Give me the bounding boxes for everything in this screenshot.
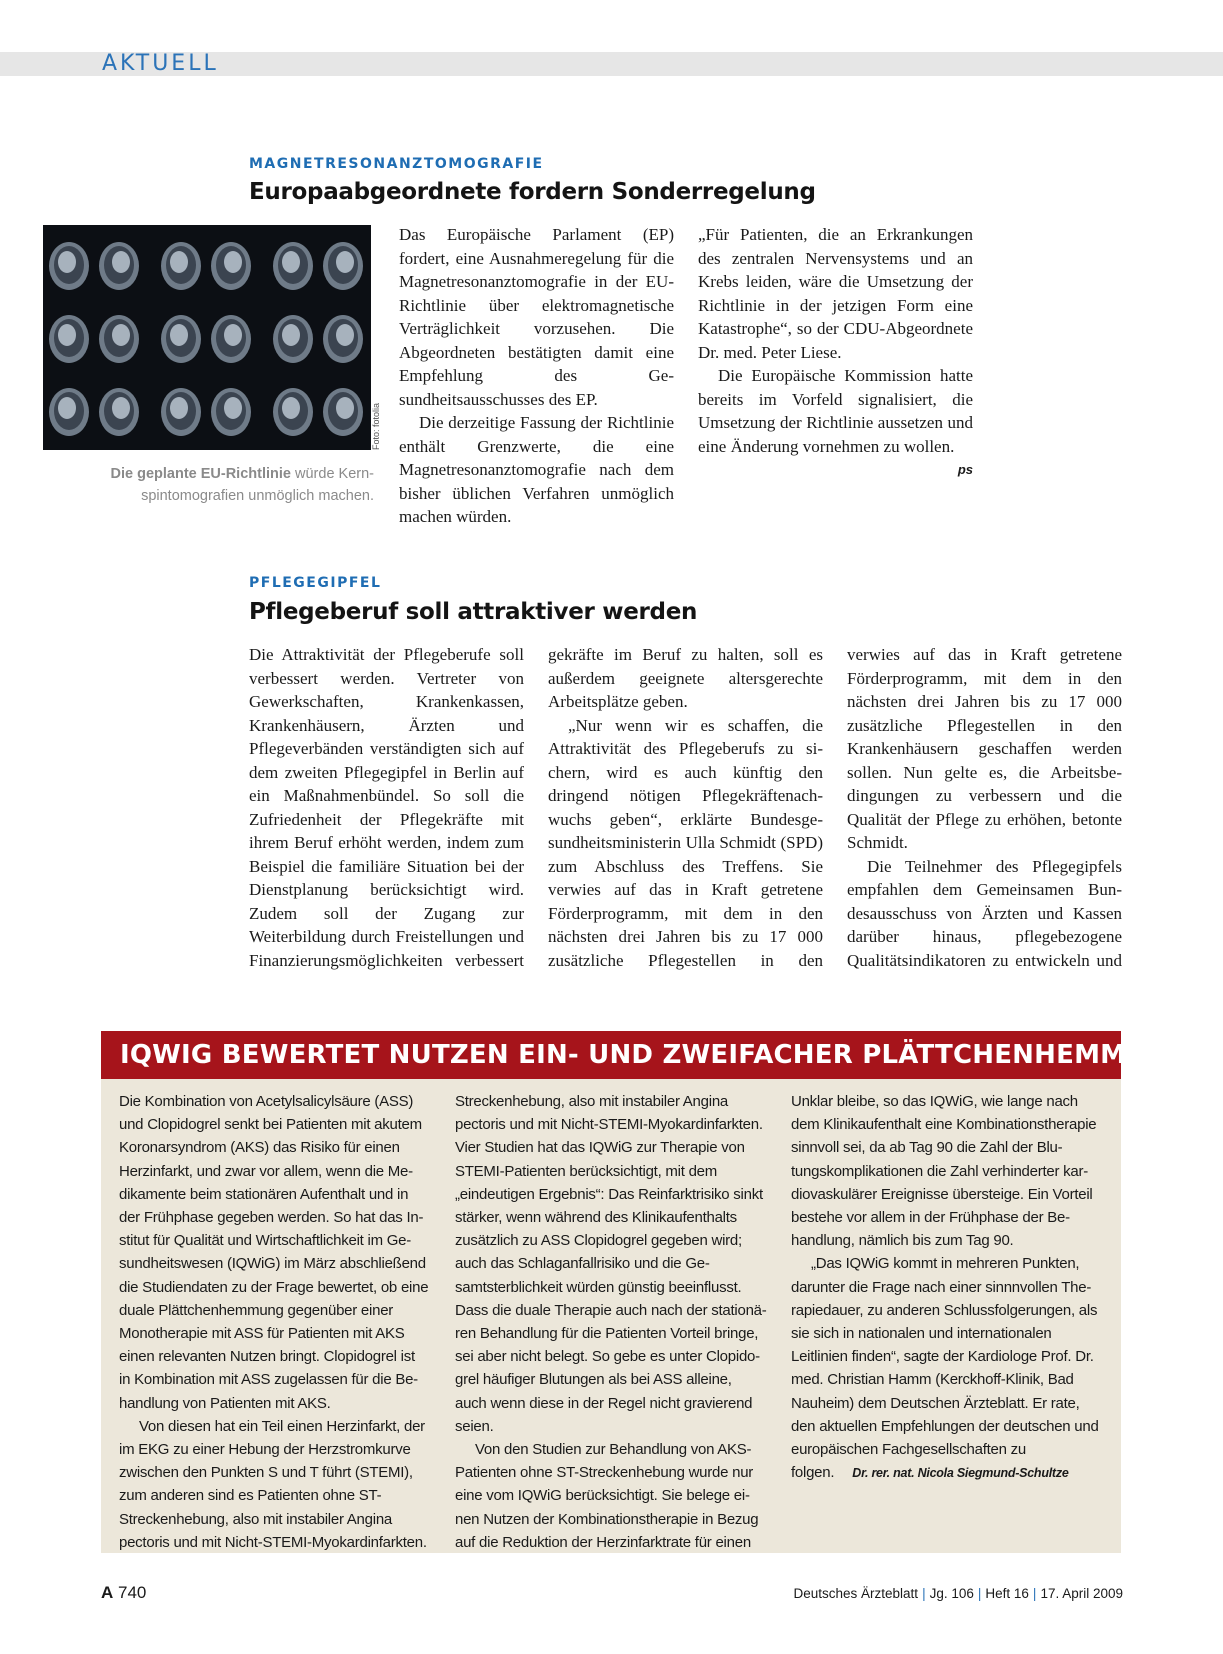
article1-col1-p2: Die derzeitige Fassung der Richtlinie enthält Grenzwerte, die eine Magnetresonanztomografie nach dem bisher üblichen Verfahren unmöglich machen würden. <box>399 413 674 526</box>
article1-headline: Europaabgeordnete fordern Sonderregelung <box>249 179 816 205</box>
page-prefix: A <box>101 1583 114 1602</box>
article2-col1-p1: Die Attraktivität der Pflegeberufe soll verbessert werden. Vertreter von Gewerkschaften, Krankenkassen, Krankenhäusern, Ärzten und Pflegeverbänden verständigten sich auf dem zweiten Pflegegipfel in Berlin auf ein Maßnahmenbündel. So soll die Zufriedenheit der Pflegekräfte mit ihrem Beruf erhöht werden, indem zum Beispiel die familiäre Situation bei der Dienstplanung berücksichtigt wird. Zudem soll der Zugang zur Weiterbildung durch Freistellungen und Finanzierungsmöglichkeiten verbessert <box>249 645 524 970</box>
mri-scan-tile <box>43 229 147 299</box>
box-p4 <box>791 1252 1103 1485</box>
article1-col2-p2-text: Die Europäische Kommission hatte bereits im Vorfeld signalisiert, die Umsetzung der Richtlinie aussetzen und eine Änderung vornehmen zu wollen. <box>698 366 973 456</box>
box-col2-flow: Streckenhebung, also mit instabiler Angina pectoris und mit Nicht-STEMI-Myokardinfarkten. Vier Studien hat das IQWiG zur Therapie von STEMI-Patienten berücksichtigt, mit dem „eindeutigen Ergebnis“: Das Reinfarktrisiko sinkt stärker, wenn während des Klinikaufenthalts zusätzlich zu ASS Clopidogrel gegeben wird; auch das Schlaganfallrisiko und die Gesamtsterblichkeit würden günstig beeinflusst. Dass die duale Therapie auch nach der stationären Behandlung für die Patienten Vorteil bringe, sei aber nicht belegt. So gebe es unter Clopidogrel häufiger Blutungen als bei ASS alleine, auch wenn diese in der Regel nicht gravierend seien. <box>455 1093 767 1435</box>
article2-kicker: PFLEGEGIPFEL <box>249 575 382 591</box>
mri-scan-tile <box>267 229 371 299</box>
footer-publication <box>794 1584 1124 1604</box>
article2-col3-p3 <box>847 855 1122 974</box>
mri-scan-tile <box>267 375 371 445</box>
iqwig-box-title: IQWIG BEWERTET NUTZEN EIN- UND ZWEIFACHER PLÄTTCHENHEMMUNG <box>120 1040 1192 1070</box>
journal-issue: Heft 16 <box>985 1586 1029 1601</box>
mri-photo <box>43 225 371 450</box>
mri-scan-tile <box>43 302 147 372</box>
article2-col2-p2: „Nur wenn wir es schaffen, die Attraktivität des Pflegeberufs zu sichern, wird es auch künftig den dringend nötigen Pflegekräftenachwuchs geben“, erklärte Bundesgesundheitsministerin Ulla Schmidt (SPD) zum Abschluss des Treffens. Sie verwies auf das in Kraft getretene Förderprogramm, mit dem in den nächsten drei Jahren bis zu 17 000 zusätzliche Pflegestellen in den <box>548 715 823 970</box>
article2-col2-flow: ekräfte im Beruf zu halten, soll es außerdem geeignete altersgerechte Arbeitsplätze geben. <box>548 645 823 711</box>
mri-scan-tile <box>267 302 371 372</box>
article2-col3 <box>847 643 1122 973</box>
article1-col1 <box>399 223 674 529</box>
page-number-value: 740 <box>118 1583 147 1602</box>
caption-bold: Die geplante EU-Richtlinie <box>110 466 291 482</box>
caption-rest: würde Kern-spintomografien unmöglich machen. <box>141 466 374 504</box>
box-p3: Von den Studien zur Behandlung von AKS-Patienten ohne ST-Streckenhebung wurde nur eine vom IQWiG berücksichtigt. Sie belege einen Nutzen der Kombinationstherapie in Bezug auf die Reduktion der Herzinfarktrate für einen <box>455 1441 759 1551</box>
mri-scan-tile <box>155 302 259 372</box>
box-p4-text: „Das IQWiG kommt in mehreren Punkten, darunter die Frage nach einer sinnnvollen Therapiedauer, zu anderen Schlussfolgerungen, als sie sich in nationalen und internationalen Leitlinien finden“, sagte der Kardiologe Prof. Dr. med. Christian Hamm (Kerckhoff-Klinik, Bad Nauheim) dem Deutschen Ärzteblatt. Er rate, den aktuellen Empfehlungen der deutschen und europäischen Fachgesellschaften zu folgen. <box>791 1255 1099 1482</box>
article1-col1-p1: Das Europäische Parlament (EP) fordert, eine Ausnahmeregelung für die Magnetresonanztomografie in der EU-Richtlinie über elektromagnetische Verträglichkeit vorzusehen. Die Abgeordneten bestätigten damit eine Empfehlung des Gesundheitsausschusses des EP. <box>399 225 674 409</box>
box-col1 <box>119 1090 430 1555</box>
article2-col2 <box>548 643 823 973</box>
box-p1: Die Kombination von Acetylsalicylsäure (ASS) und Clopidogrel senkt bei Patienten mit akutem Koronarsyndrom (AKS) das Risiko für einen Herzinfarkt, und zwar vor allem, wenn die Medikamente beim stationären Aufenthalt und in der Frühphase gegeben werden. So hat das Institut für Qualität und Wirtschaftlichkeit im Gesundheitswesen (IQWiG) im März abschließend die Studiendaten zu der Frage bewertet, ob eine duale Plättchenhemmung gegenüber einer Monotherapie mit ASS für Patienten mit AKS einen relevanten Nutzen bringt. Clopidogrel ist in Kombination mit ASS zugelassen für die Behandlung von Patienten mit AKS. <box>119 1093 429 1412</box>
mri-scan-tile <box>155 375 259 445</box>
article2-headline: Pflegeberuf soll attraktiver werden <box>249 599 698 625</box>
section-label: AKTUELL <box>102 51 219 76</box>
page-number <box>101 1582 146 1604</box>
box-col2 <box>455 1090 767 1555</box>
article1-author: ps <box>957 462 973 477</box>
journal-date: 17. April 2009 <box>1040 1586 1123 1601</box>
article2-col3-p3-text: Die Teilnehmer des Pflegegipfels empfahlen dem Gemeinsamen Bundesausschuss von Ärzten und Kassen darüber hinaus, pflegebezogene Qualitätsindikatoren zu entwickeln und <box>847 856 1122 970</box>
box-p2: Von diesen hat ein Teil einen Herzinfarkt, der im EKG zu einer Hebung der Herzstromkurve zwischen den Punkten S und T führt (STEMI), zum anderen sind es Patienten ohne ST-Streckenhebung, also mit instabiler Angina pectoris und mit Nicht-STEMI-Myokardinfarkten. <box>119 1417 427 1551</box>
article2-col3-flow: verwies auf das in Kraft getretene Förderprogramm, mit dem in den nächsten drei Jahren bis zu 17 000 zusätzliche Pflegestellen in den Krankenhäusern geschaffen werden sollen. Nun gelte es, die Arbeitsbedingungen zu verbessern und die Qualität der Pflege zu erhöhen, betonte Schmidt. <box>847 645 1122 852</box>
article1-col2-p2 <box>698 364 973 477</box>
box-col3-flow: Unklar bleibe, so das IQWiG, wie lange nach dem Klinikaufenthalt eine Kombinationstherapie sinnvoll sei, da ab Tag 90 die Zahl der Blutungskomplikationen die Zahl verhinderter kardiovaskulärer Ereignisse übersteige. Ein Vorteil bestehe vor allem in der Frühphase der Behandlung, nämlich bis zum Tag 90. <box>791 1093 1097 1250</box>
box-author: Dr. rer. nat. Nicola Siegmund-Schultze <box>852 1466 1069 1481</box>
footer-separator: | <box>922 1586 926 1601</box>
journal-volume: Jg. 106 <box>929 1586 974 1601</box>
footer-separator: | <box>977 1586 982 1601</box>
article1-col2-p1: „Für Patienten, die an Erkrankungen des zentralen Nervensystems und an Krebs leiden, wäre die Umsetzung der Richtlinie in der jetzigen Form eine Katastrophe“, so der CDU-Abgeordnete Dr. med. Peter Liese. <box>698 225 973 362</box>
photo-caption <box>60 463 374 507</box>
mri-scan-tile <box>43 375 147 445</box>
article1-col2 <box>698 223 973 482</box>
mri-scan-tile <box>155 229 259 299</box>
journal-name: Deutsches Ärzteblatt <box>793 1586 919 1601</box>
article1-kicker: MAGNETRESONANZTOMOGRAFIE <box>249 156 544 172</box>
footer-separator: | <box>1032 1586 1037 1601</box>
photo-credit: Foto: fotolia <box>371 402 381 450</box>
article2-col1 <box>249 643 524 973</box>
box-col3 <box>791 1090 1103 1555</box>
